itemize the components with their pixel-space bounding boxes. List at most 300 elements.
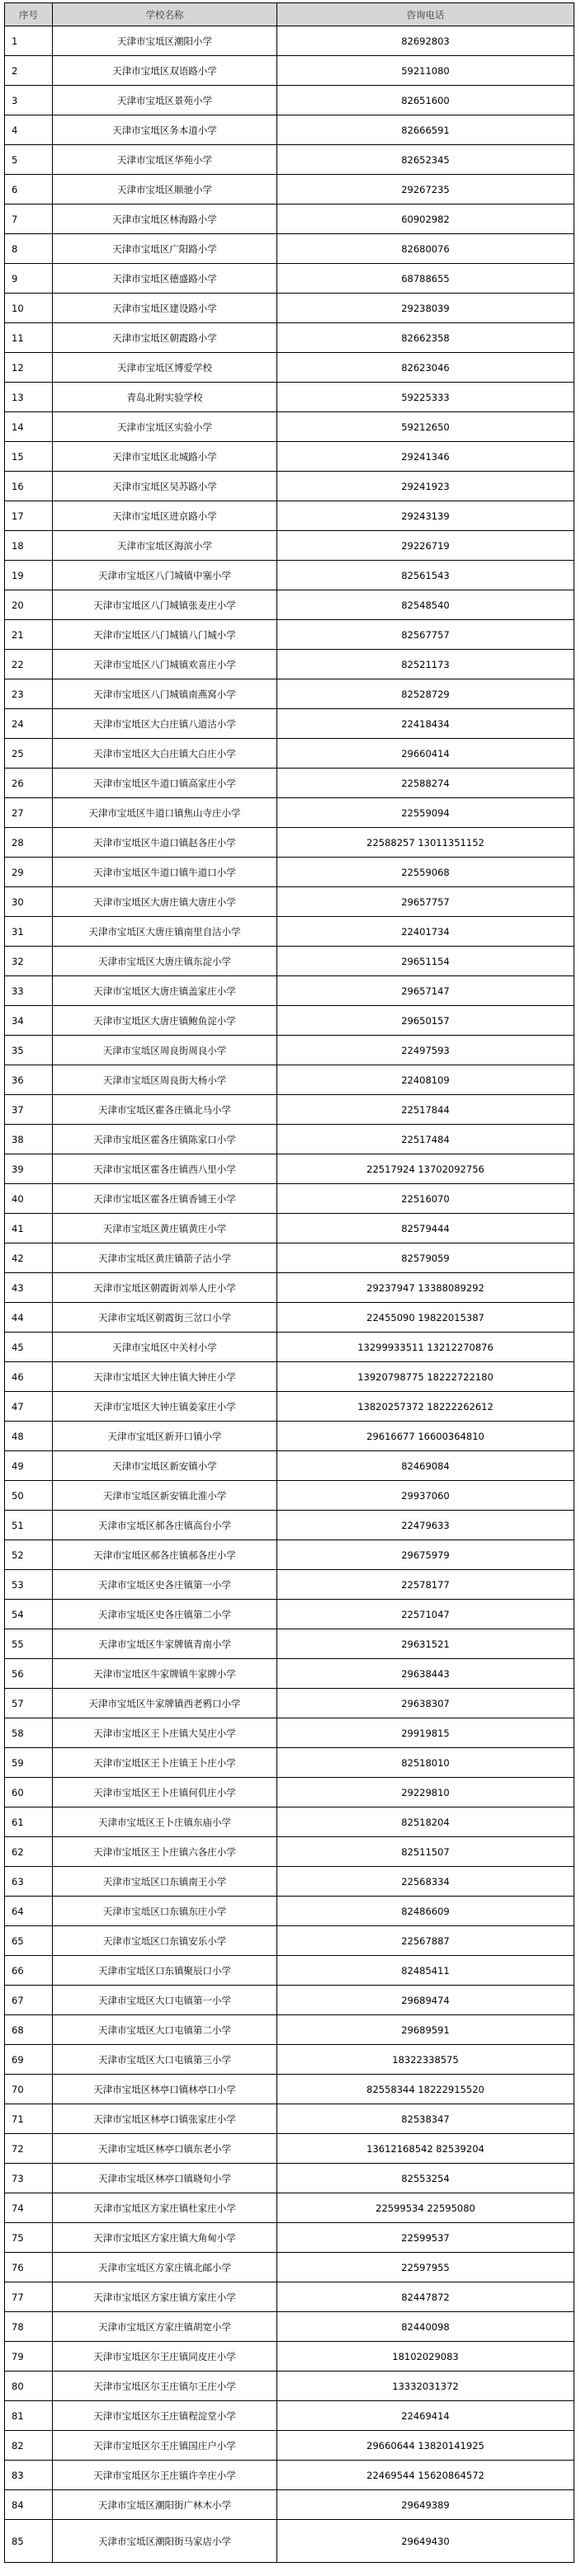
phone-number: 22401734 <box>277 917 574 947</box>
row-number: 7 <box>5 204 53 234</box>
school-name: 天津市宝坻区新安镇小学 <box>53 1451 277 1481</box>
table-row <box>5 145 574 175</box>
phone-number: 29638443 <box>277 1659 574 1689</box>
phone-number: 82680076 <box>277 234 574 264</box>
table-row <box>5 2282 574 2312</box>
row-number: 44 <box>5 1303 53 1333</box>
phone-number: 22567887 <box>277 1926 574 1956</box>
school-name: 天津市宝坻区八门城镇南燕窝小学 <box>53 679 277 709</box>
school-name: 天津市宝坻区大口屯镇第三小学 <box>53 2045 277 2075</box>
school-name: 天津市宝坻区大唐庄镇盖家庄小学 <box>53 976 277 1006</box>
phone-number: 29243139 <box>277 501 574 531</box>
school-name: 天津市宝坻区林亭口镇张家庄小学 <box>53 2104 277 2134</box>
phone-number: 13820257372 18222262612 <box>277 1392 574 1422</box>
row-number: 4 <box>5 115 53 145</box>
phone-number: 22559094 <box>277 798 574 828</box>
table-row <box>5 2461 574 2490</box>
school-name: 天津市宝坻区郝各庄镇高台小学 <box>53 1511 277 1540</box>
table-row <box>5 204 574 234</box>
table-row <box>5 1154 574 1184</box>
phone-number: 22517844 <box>277 1095 574 1125</box>
phone-number: 29657147 <box>277 976 574 1006</box>
row-number: 83 <box>5 2461 53 2490</box>
school-name: 天津市宝坻区北城路小学 <box>53 442 277 472</box>
phone-number: 29267235 <box>277 175 574 204</box>
phone-number: 82561543 <box>277 561 574 590</box>
school-name: 天津市宝坻区林海路小学 <box>53 204 277 234</box>
row-number: 26 <box>5 769 53 798</box>
school-name: 天津市宝坻区八门城镇中塞小学 <box>53 561 277 590</box>
table-row <box>5 1362 574 1392</box>
phone-number: 29937060 <box>277 1481 574 1511</box>
phone-number: 13920798775 18222722180 <box>277 1362 574 1392</box>
table-row <box>5 383 574 412</box>
school-name: 天津市宝坻区牛家牌镇牛家牌小学 <box>53 1659 277 1689</box>
phone-number: 68788655 <box>277 264 574 294</box>
table-row <box>5 1659 574 1689</box>
school-name: 天津市宝坻区方家庄镇杜家庄小学 <box>53 2193 277 2223</box>
row-number: 61 <box>5 1807 53 1837</box>
school-name: 天津市宝坻区史各庄镇第二小学 <box>53 1600 277 1629</box>
table-row <box>5 739 574 769</box>
row-number: 60 <box>5 1778 53 1807</box>
table-row <box>5 1065 574 1095</box>
table-row <box>5 590 574 620</box>
table-row <box>5 1125 574 1154</box>
school-name: 天津市宝坻区尔王庄镇尔王庄小学 <box>53 2372 277 2401</box>
row-number: 62 <box>5 1837 53 1867</box>
row-number: 24 <box>5 709 53 739</box>
row-number: 3 <box>5 86 53 115</box>
row-number: 64 <box>5 1897 53 1926</box>
phone-number: 82518204 <box>277 1807 574 1837</box>
school-name: 天津市宝坻区进京路小学 <box>53 501 277 531</box>
table-row <box>5 1926 574 1956</box>
table-row <box>5 2342 574 2372</box>
school-name: 天津市宝坻区大口屯镇第二小学 <box>53 2015 277 2045</box>
school-name: 天津市宝坻区尔王庄镇国庄户小学 <box>53 2431 277 2461</box>
phone-number: 29631521 <box>277 1629 574 1659</box>
school-name: 天津市宝坻区霍各庄镇陈家口小学 <box>53 1125 277 1154</box>
table-row <box>5 56 574 86</box>
school-name: 天津市宝坻区华苑小学 <box>53 145 277 175</box>
row-number: 42 <box>5 1243 53 1273</box>
table-row <box>5 1273 574 1303</box>
row-number: 63 <box>5 1867 53 1897</box>
row-number: 27 <box>5 798 53 828</box>
row-number: 5 <box>5 145 53 175</box>
phone-number: 22571047 <box>277 1600 574 1629</box>
table-row <box>5 1333 574 1362</box>
table-row <box>5 472 574 501</box>
school-name: 天津市宝坻区八门城镇张麦庄小学 <box>53 590 277 620</box>
school-name: 天津市宝坻区潮阳小学 <box>53 26 277 56</box>
school-name: 天津市宝坻区牛道口镇焦山寺庄小学 <box>53 798 277 828</box>
table-row <box>5 1570 574 1600</box>
row-number: 17 <box>5 501 53 531</box>
table-row <box>5 2104 574 2134</box>
table-row <box>5 501 574 531</box>
row-number: 69 <box>5 2045 53 2075</box>
table-row <box>5 1897 574 1926</box>
school-name: 天津市宝坻区大唐庄镇东淀小学 <box>53 947 277 976</box>
table-row <box>5 115 574 145</box>
phone-number: 82579444 <box>277 1214 574 1243</box>
table-row <box>5 798 574 828</box>
phone-number: 29650157 <box>277 1006 574 1036</box>
phone-number: 82652345 <box>277 145 574 175</box>
phone-number: 22588274 <box>277 769 574 798</box>
row-number: 28 <box>5 828 53 858</box>
school-name: 天津市宝坻区林亭口镇晓旬小学 <box>53 2164 277 2193</box>
school-name: 天津市宝坻区大白庄镇大白庄小学 <box>53 739 277 769</box>
row-number: 58 <box>5 1718 53 1748</box>
school-name: 天津市宝坻区尔王庄镇程淀堂小学 <box>53 2401 277 2431</box>
school-name: 天津市宝坻区霍各庄镇香铺王小学 <box>53 1184 277 1214</box>
school-name: 天津市宝坻区潮阳街马家店小学 <box>53 2520 277 2563</box>
school-contact-sheet <box>4 2 574 2563</box>
row-number: 81 <box>5 2401 53 2431</box>
row-number: 40 <box>5 1184 53 1214</box>
row-number: 79 <box>5 2342 53 2372</box>
school-name: 天津市宝坻区吴苏路小学 <box>53 472 277 501</box>
phone-number: 22469544 15620864572 <box>277 2461 574 2490</box>
row-number: 52 <box>5 1540 53 1570</box>
phone-number: 29660414 <box>277 739 574 769</box>
phone-number: 82511507 <box>277 1837 574 1867</box>
school-name: 天津市宝坻区霍各庄镇北马小学 <box>53 1095 277 1125</box>
row-number: 36 <box>5 1065 53 1095</box>
row-number: 1 <box>5 26 53 56</box>
school-name: 天津市宝坻区尔王庄镇许辛庄小学 <box>53 2461 277 2490</box>
row-number: 43 <box>5 1273 53 1303</box>
table-row <box>5 1392 574 1422</box>
phone-number: 29689591 <box>277 2015 574 2045</box>
row-number: 34 <box>5 1006 53 1036</box>
row-number: 14 <box>5 412 53 442</box>
table-row <box>5 1748 574 1778</box>
school-name: 天津市宝坻区八门城镇八门城小学 <box>53 620 277 650</box>
row-number: 46 <box>5 1362 53 1392</box>
row-number: 49 <box>5 1451 53 1481</box>
school-name: 天津市宝坻区王卜庄镇何仉庄小学 <box>53 1778 277 1807</box>
table-row <box>5 1718 574 1748</box>
table-row <box>5 86 574 115</box>
row-number: 78 <box>5 2312 53 2342</box>
table-row <box>5 1036 574 1065</box>
table-row <box>5 1422 574 1451</box>
phone-number: 29689474 <box>277 1986 574 2015</box>
row-number: 47 <box>5 1392 53 1422</box>
school-name: 天津市宝坻区朝霞路小学 <box>53 323 277 353</box>
row-number: 67 <box>5 1986 53 2015</box>
row-number: 23 <box>5 679 53 709</box>
school-name: 天津市宝坻区新开口镇小学 <box>53 1422 277 1451</box>
table-row <box>5 412 574 442</box>
table-row <box>5 264 574 294</box>
table-row <box>5 828 574 858</box>
table-row <box>5 2134 574 2164</box>
school-name: 天津市宝坻区大唐庄镇鲍鱼淀小学 <box>53 1006 277 1036</box>
row-number: 13 <box>5 383 53 412</box>
row-number: 77 <box>5 2282 53 2312</box>
phone-number: 82469084 <box>277 1451 574 1481</box>
phone-number: 22588257 13011351152 <box>277 828 574 858</box>
row-number: 51 <box>5 1511 53 1540</box>
phone-number: 82486609 <box>277 1897 574 1926</box>
row-number: 8 <box>5 234 53 264</box>
row-number: 30 <box>5 887 53 917</box>
row-number: 2 <box>5 56 53 86</box>
school-name: 天津市宝坻区王卜庄镇东庙小学 <box>53 1807 277 1837</box>
table-row <box>5 947 574 976</box>
row-number: 70 <box>5 2075 53 2104</box>
phone-number: 82485411 <box>277 1956 574 1986</box>
row-number: 10 <box>5 294 53 323</box>
row-number: 29 <box>5 858 53 887</box>
row-number: 59 <box>5 1748 53 1778</box>
table-row <box>5 353 574 383</box>
table-row <box>5 2372 574 2401</box>
school-name: 天津市宝坻区德盛路小学 <box>53 264 277 294</box>
row-number: 73 <box>5 2164 53 2193</box>
school-name: 天津市宝坻区方家庄镇胡宽小学 <box>53 2312 277 2342</box>
school-name: 天津市宝坻区黄庄镇黄庄小学 <box>53 1214 277 1243</box>
table-row <box>5 2312 574 2342</box>
row-number: 41 <box>5 1214 53 1243</box>
school-name: 天津市宝坻区口东镇聚辰口小学 <box>53 1956 277 1986</box>
row-number: 32 <box>5 947 53 976</box>
school-name: 天津市宝坻区尔王庄镇同皮庄小学 <box>53 2342 277 2372</box>
table-row <box>5 887 574 917</box>
table-row <box>5 175 574 204</box>
row-number: 19 <box>5 561 53 590</box>
table-row <box>5 2223 574 2253</box>
school-name: 天津市宝坻区霍各庄镇西八里小学 <box>53 1154 277 1184</box>
table-row <box>5 1689 574 1718</box>
school-name: 天津市宝坻区牛道口镇牛道口小学 <box>53 858 277 887</box>
row-number: 57 <box>5 1689 53 1718</box>
table-row <box>5 2015 574 2045</box>
phone-number: 22559068 <box>277 858 574 887</box>
phone-number: 18102029083 <box>277 2342 574 2372</box>
phone-number: 29238039 <box>277 294 574 323</box>
school-name: 天津市宝坻区林亭口镇林亭口小学 <box>53 2075 277 2104</box>
row-number: 48 <box>5 1422 53 1451</box>
row-number: 21 <box>5 620 53 650</box>
table-row <box>5 709 574 739</box>
table-row <box>5 1540 574 1570</box>
phone-number: 22455090 19822015387 <box>277 1303 574 1333</box>
phone-number: 82651600 <box>277 86 574 115</box>
table-row <box>5 2075 574 2104</box>
phone-number: 18322338575 <box>277 2045 574 2075</box>
phone-number: 82567757 <box>277 620 574 650</box>
phone-number: 22517484 <box>277 1125 574 1154</box>
school-name: 天津市宝坻区顺驰小学 <box>53 175 277 204</box>
phone-number: 29616677 16600364810 <box>277 1422 574 1451</box>
school-name: 天津市宝坻区大白庄镇八道沽小学 <box>53 709 277 739</box>
school-name: 天津市宝坻区口东镇安乐小学 <box>53 1926 277 1956</box>
school-name: 天津市宝坻区大钟庄镇姜家庄小学 <box>53 1392 277 1422</box>
table-row <box>5 858 574 887</box>
table-row <box>5 1095 574 1125</box>
phone-number: 22408109 <box>277 1065 574 1095</box>
phone-number: 82662358 <box>277 323 574 353</box>
row-number: 45 <box>5 1333 53 1362</box>
row-number: 22 <box>5 650 53 679</box>
row-number: 18 <box>5 531 53 561</box>
header-school-name: 学校名称 <box>53 3 277 26</box>
phone-number: 22517924 13702092756 <box>277 1154 574 1184</box>
row-number: 20 <box>5 590 53 620</box>
table-row <box>5 1243 574 1273</box>
phone-number: 22469414 <box>277 2401 574 2431</box>
row-number: 11 <box>5 323 53 353</box>
phone-number: 22479633 <box>277 1511 574 1540</box>
row-number: 33 <box>5 976 53 1006</box>
school-name: 天津市宝坻区中关村小学 <box>53 1333 277 1362</box>
school-name: 天津市宝坻区方家庄镇北邮小学 <box>53 2253 277 2282</box>
school-name: 天津市宝坻区实验小学 <box>53 412 277 442</box>
table-row <box>5 1511 574 1540</box>
row-number: 16 <box>5 472 53 501</box>
school-name: 天津市宝坻区郝各庄镇郝各庄小学 <box>53 1540 277 1570</box>
row-number: 76 <box>5 2253 53 2282</box>
table-row <box>5 769 574 798</box>
table-row <box>5 650 574 679</box>
phone-number: 29919815 <box>277 1718 574 1748</box>
phone-number: 22568334 <box>277 1867 574 1897</box>
phone-number: 29657757 <box>277 887 574 917</box>
school-name: 天津市宝坻区大唐庄镇大唐庄小学 <box>53 887 277 917</box>
school-name: 天津市宝坻区海滨小学 <box>53 531 277 561</box>
table-row <box>5 531 574 561</box>
school-name: 天津市宝坻区王卜庄镇大吴庄小学 <box>53 1718 277 1748</box>
school-name: 天津市宝坻区牛家牌镇青南小学 <box>53 1629 277 1659</box>
table-row <box>5 2401 574 2431</box>
phone-number: 82447872 <box>277 2282 574 2312</box>
school-name: 天津市宝坻区牛家牌镇西老鸦口小学 <box>53 1689 277 1718</box>
phone-number: 60902982 <box>277 204 574 234</box>
phone-number: 13332031372 <box>277 2372 574 2401</box>
phone-number: 13612168542 82539204 <box>277 2134 574 2164</box>
phone-number: 59212650 <box>277 412 574 442</box>
table-row <box>5 323 574 353</box>
school-name: 天津市宝坻区朝霞街三岔口小学 <box>53 1303 277 1333</box>
row-number: 25 <box>5 739 53 769</box>
phone-number: 82623046 <box>277 353 574 383</box>
phone-number: 82558344 18222915520 <box>277 2075 574 2104</box>
row-number: 75 <box>5 2223 53 2253</box>
school-contact-table <box>4 2 574 2563</box>
row-number: 12 <box>5 353 53 383</box>
row-number: 6 <box>5 175 53 204</box>
school-name: 天津市宝坻区王卜庄镇王卜庄小学 <box>53 1748 277 1778</box>
table-row <box>5 2164 574 2193</box>
phone-number: 22497593 <box>277 1036 574 1065</box>
school-name: 天津市宝坻区林亭口镇东老小学 <box>53 2134 277 2164</box>
table-row <box>5 1214 574 1243</box>
school-name: 天津市宝坻区新安镇北淮小学 <box>53 1481 277 1511</box>
school-name: 天津市宝坻区周良街大杨小学 <box>53 1065 277 1095</box>
phone-number: 29649389 <box>277 2490 574 2520</box>
table-row <box>5 1778 574 1807</box>
row-number: 9 <box>5 264 53 294</box>
row-number: 71 <box>5 2104 53 2134</box>
school-name: 天津市宝坻区周良街周良小学 <box>53 1036 277 1065</box>
table-row <box>5 294 574 323</box>
table-row <box>5 1451 574 1481</box>
row-number: 15 <box>5 442 53 472</box>
school-name: 天津市宝坻区建设路小学 <box>53 294 277 323</box>
row-number: 31 <box>5 917 53 947</box>
school-name: 天津市宝坻区景苑小学 <box>53 86 277 115</box>
school-name: 天津市宝坻区大唐庄镇南里自沽小学 <box>53 917 277 947</box>
table-row <box>5 1986 574 2015</box>
phone-number: 29237947 13388089292 <box>277 1273 574 1303</box>
row-number: 37 <box>5 1095 53 1125</box>
row-number: 50 <box>5 1481 53 1511</box>
school-name: 天津市宝坻区口东镇南王小学 <box>53 1867 277 1897</box>
phone-number: 29660644 13820141925 <box>277 2431 574 2461</box>
school-name: 天津市宝坻区牛道口镇赵各庄小学 <box>53 828 277 858</box>
row-number: 55 <box>5 1629 53 1659</box>
phone-number: 29651154 <box>277 947 574 976</box>
header-no: 序号 <box>5 3 53 26</box>
table-row <box>5 1481 574 1511</box>
phone-number: 22516070 <box>277 1184 574 1214</box>
row-number: 54 <box>5 1600 53 1629</box>
row-number: 35 <box>5 1036 53 1065</box>
header-phone: 咨询电话 <box>277 3 574 26</box>
table-row <box>5 1837 574 1867</box>
phone-number: 82548540 <box>277 590 574 620</box>
table-row <box>5 1867 574 1897</box>
school-name: 天津市宝坻区广阳路小学 <box>53 234 277 264</box>
phone-number: 82440098 <box>277 2312 574 2342</box>
school-name: 天津市宝坻区史各庄镇第一小学 <box>53 1570 277 1600</box>
phone-number: 29241923 <box>277 472 574 501</box>
school-name: 天津市宝坻区大口屯镇第一小学 <box>53 1986 277 2015</box>
header-row <box>5 3 574 26</box>
phone-number: 82692803 <box>277 26 574 56</box>
table-row <box>5 917 574 947</box>
phone-number: 22578177 <box>277 1570 574 1600</box>
school-name: 天津市宝坻区大钟庄镇大钟庄小学 <box>53 1362 277 1392</box>
table-row <box>5 2490 574 2520</box>
table-row <box>5 620 574 650</box>
row-number: 56 <box>5 1659 53 1689</box>
phone-number: 82538347 <box>277 2104 574 2134</box>
table-row <box>5 976 574 1006</box>
phone-number: 29675979 <box>277 1540 574 1570</box>
phone-number: 29241346 <box>277 442 574 472</box>
school-name: 天津市宝坻区八门城镇欢喜庄小学 <box>53 650 277 679</box>
table-row <box>5 561 574 590</box>
phone-number: 29226719 <box>277 531 574 561</box>
phone-number: 22597955 <box>277 2253 574 2282</box>
school-name: 天津市宝坻区王卜庄镇六各庄小学 <box>53 1837 277 1867</box>
phone-number: 82528729 <box>277 679 574 709</box>
table-body <box>5 26 574 2563</box>
table-row <box>5 234 574 264</box>
phone-number: 82579059 <box>277 1243 574 1273</box>
school-name: 天津市宝坻区双语路小学 <box>53 56 277 86</box>
phone-number: 29649430 <box>277 2520 574 2563</box>
row-number: 74 <box>5 2193 53 2223</box>
phone-number: 22418434 <box>277 709 574 739</box>
